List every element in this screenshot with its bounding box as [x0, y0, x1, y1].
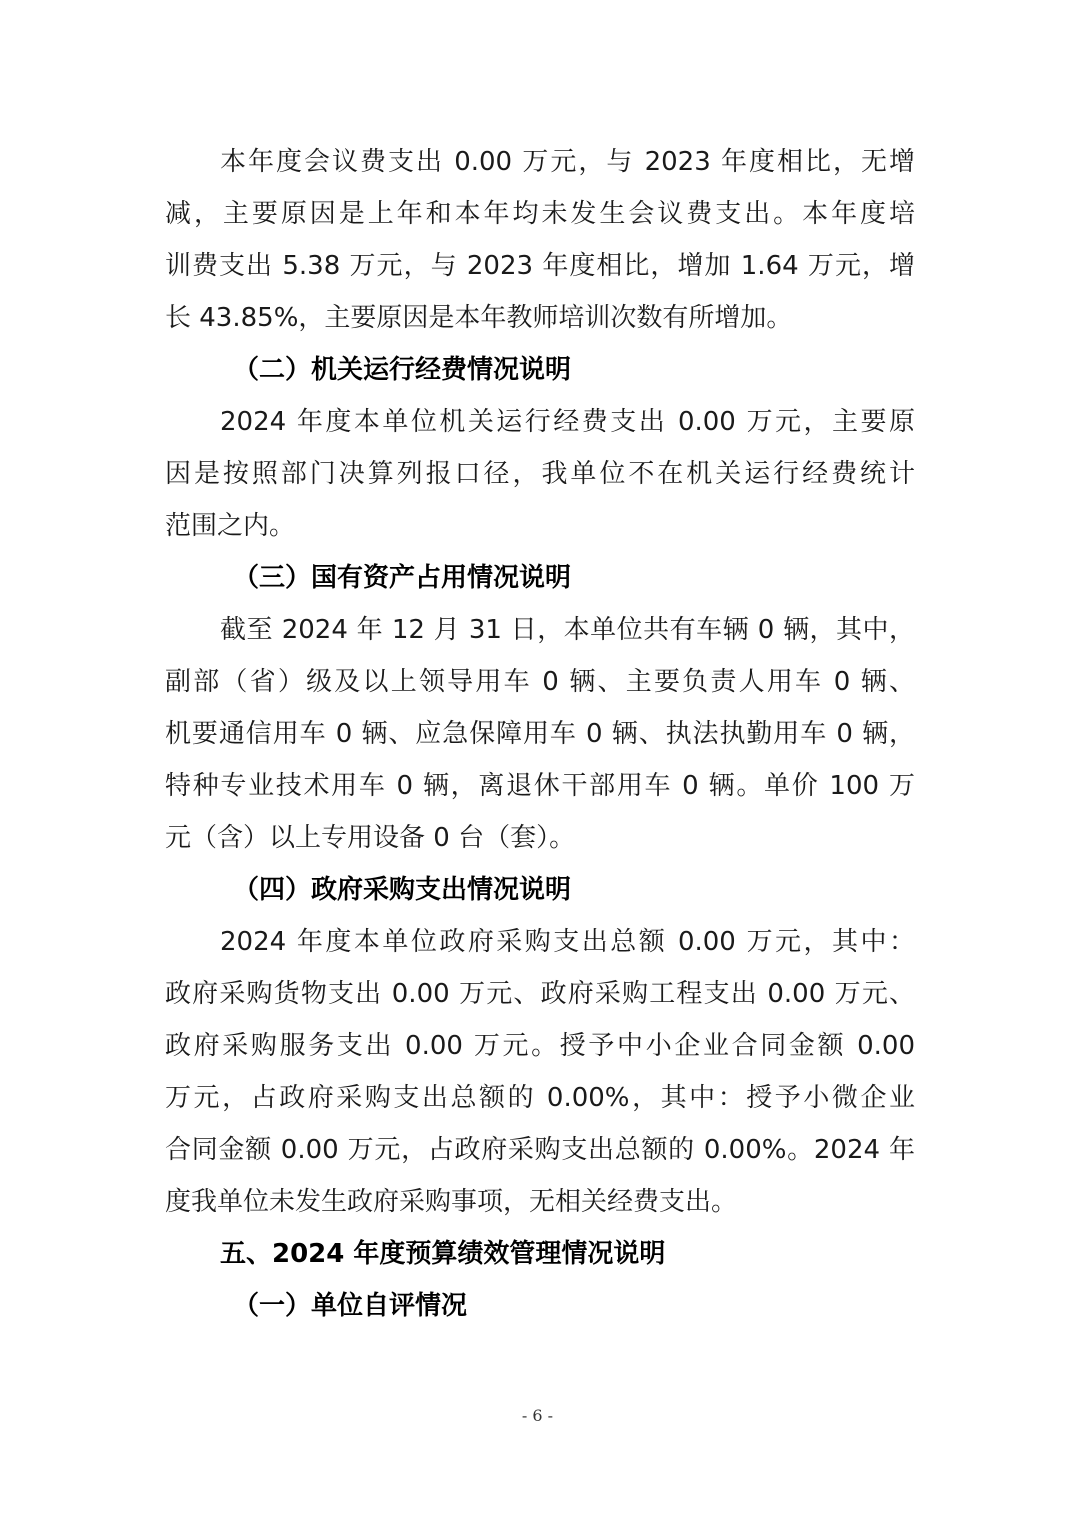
paragraph-line: 机要通信用车 0 辆、应急保障用车 0 辆、执法执勤用车 0 辆， [165, 719, 915, 749]
paragraph-line: 减，主要原因是上年和本年均未发生会议费支出。本年度培 [165, 199, 915, 229]
section-heading-4: （四）政府采购支出情况说明 [233, 875, 572, 905]
paragraph-line: 度我单位未发生政府采购事项，无相关经费支出。 [165, 1187, 738, 1217]
section-heading-2: （二）机关运行经费情况说明 [233, 355, 572, 385]
paragraph-line: 训费支出 5.38 万元，与 2023 年度相比，增加 1.64 万元，增 [165, 251, 915, 281]
paragraph-line: 特种专业技术用车 0 辆，离退休干部用车 0 辆。单价 100 万 [165, 771, 915, 801]
paragraph-line: 本年度会议费支出 0.00 万元，与 2023 年度相比，无增 [220, 147, 915, 177]
subsection-heading-5-1: （一）单位自评情况 [233, 1291, 468, 1321]
paragraph-line: 2024 年度本单位政府采购支出总额 0.00 万元，其中： [220, 927, 915, 957]
paragraph-line: 政府采购货物支出 0.00 万元、政府采购工程支出 0.00 万元、 [165, 979, 915, 1009]
paragraph-line: 政府采购服务支出 0.00 万元。授予中小企业合同金额 0.00 [165, 1031, 915, 1061]
paragraph-line: 元（含）以上专用设备 0 台（套）。 [165, 823, 576, 853]
paragraph-line: 副部（省）级及以上领导用车 0 辆、主要负责人用车 0 辆、 [165, 667, 915, 697]
paragraph-line: 截至 2024 年 12 月 31 日，本单位共有车辆 0 辆，其中， [220, 615, 915, 645]
paragraph-line: 因是按照部门决算列报口径，我单位不在机关运行经费统计 [165, 459, 915, 489]
paragraph-line: 2024 年度本单位机关运行经费支出 0.00 万元，主要原 [220, 407, 915, 437]
paragraph-line: 长 43.85%，主要原因是本年教师培训次数有所增加。 [165, 303, 793, 333]
paragraph-line: 合同金额 0.00 万元，占政府采购支出总额的 0.00%。2024 年 [165, 1135, 915, 1165]
section-heading-3: （三）国有资产占用情况说明 [233, 563, 572, 593]
paragraph-line: 范围之内。 [165, 511, 296, 541]
page-number: - 6 - [521, 1406, 554, 1425]
section-heading-5: 五、2024 年度预算绩效管理情况说明 [220, 1239, 666, 1269]
paragraph-line: 万元，占政府采购支出总额的 0.00%，其中：授予小微企业 [165, 1083, 915, 1113]
